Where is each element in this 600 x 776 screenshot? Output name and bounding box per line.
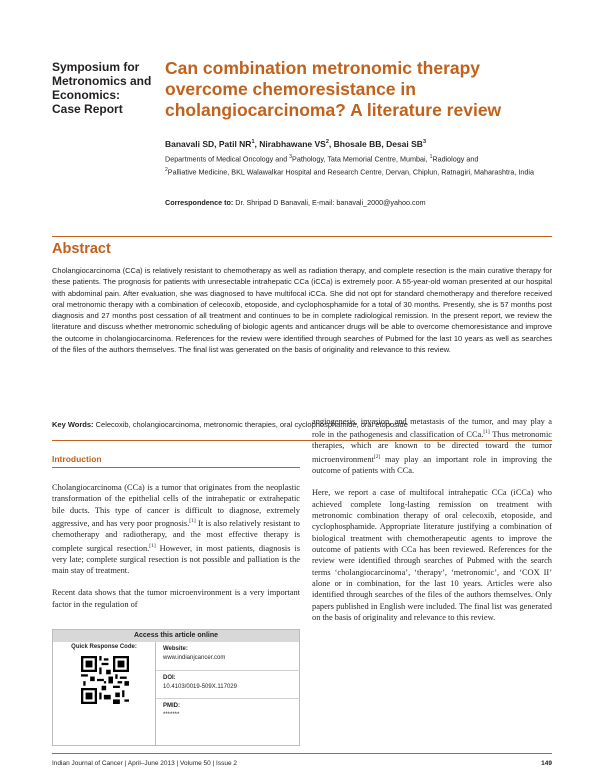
access-box-divider [155, 642, 156, 746]
qr-code-label: Quick Response Code: [71, 644, 137, 650]
qr-code-icon[interactable] [81, 656, 129, 704]
section-label-line: Economics: [52, 88, 121, 102]
paragraph-text: Cholangiocarcinoma (CCa) is a tumor that originates from the neoplastic transformation of the epithelial cells of the intrahepatic or extrahepatic bile ducts. This type of cancer is difficult to diagnose, extremely aggressive, and has very poor prognosis. [52, 483, 300, 528]
paragraph: Here, we report a case of multifocal intrahepatic CCa (iCCa) who achieved complete long-lasting remission on treatment with metronomic combination therapy of oral celecoxib, etoposide, and cyclophosphamide. Appropriate literature justifying a combination of biological treatment with chemotherapeutic agents to improve the outcome of patients with CCa has been reviewed. References for the review were identified through searches of Pubmed with the search terms ‘cholangiocarcinoma’, ‘therapy’, ‘metronomic’, and ‘COX II’ alone or in combination, for the last 10 years. Articles were also identified through searches of the files of the authors themselves. Only papers published in English were included. The final list was generated on the basis of originality and relevance to this review. [312, 488, 552, 623]
affiliation-text: Palliative Medicine, BKL Walawalkar Hospital and Research Centre, Dervan, Chiplun, Ratnagiri, Maharashtra, India [167, 167, 534, 177]
website-link[interactable]: www.indianjcancer.com [163, 655, 226, 661]
affiliation-text: Departments of Medical Oncology and [165, 154, 290, 164]
website-info [163, 645, 295, 663]
correspondence-text: Dr. Shripad D Banavali, E-mail: banavali_2000@yahoo.com [233, 198, 426, 207]
pmid-value: ******* [163, 712, 180, 718]
author-text: , Nirabhawane VS [254, 138, 326, 149]
affiliation-text: Pathology, Tata Memorial Centre, Mumbai, [292, 154, 430, 164]
abstract-text: Cholangiocarcinoma (CCa) is relatively resistant to chemotherapy as well as radiation therapy, and complete resection is the main curative therapy for these patients. The prognosis for patients with unresectable intrahepatic CCa (iCCa) is extremely poor. A 55-year-old woman presented at our hospital with abdominal pain. After evaluation, she was diagnosed to have multifocal iCCa. She did not opt for standard chemotherapy and therefore received oral metronomic therapy with a combination of celecoxib, etoposide, and cyclophosphamide for a total of 30 months. Presently, she is 57 months post diagnosis and 27 months post cessation of all treatment and continues to be in complete radiological remission. In the present report, we review the literature and discuss whether metronomic scheduling of biologic agents and anticancer drugs will be able to overcome chemoresistance and improve the outcome in cholangiocarcinoma. References for the review were identified through searches of Pubmed for the last 10 years as well as searches of the files of the authors themselves. The final list was generated on the basis of originality and relevance to this review. [52, 266, 552, 355]
page-number: 149 [541, 760, 552, 767]
doi-label: DOI: [163, 675, 176, 681]
author-sup: 2 [325, 139, 329, 145]
section-label-line: Symposium for [52, 60, 140, 74]
body-column-right [312, 416, 552, 634]
abstract-heading: Abstract [52, 241, 111, 257]
info-divider [156, 670, 300, 671]
journal-footer: Indian Journal of Cancer | April–June 2013 | Volume 50 | Issue 2 [52, 760, 238, 767]
correspondence-label: Correspondence to: [165, 198, 234, 207]
website-label: Website: [163, 646, 188, 652]
author-text: Banavali SD, Patil NR [165, 138, 252, 149]
author-text: , Bhosale BB, Desai SB [328, 138, 423, 149]
author-sup: 1 [251, 139, 255, 145]
access-article-box [52, 629, 300, 746]
footer-rule [52, 753, 552, 754]
author-list [165, 137, 555, 150]
paragraph-text: It is also relatively resistant to chemotherapy and radiotherapy, and the most effective therapy is complete surgical resection. [52, 518, 300, 553]
access-box-title: Access this article online [53, 630, 299, 642]
citation: [2] [373, 453, 381, 460]
article-title: Can combination metronomic therapy overcome chemoresistance in cholangiocarcinoma? A literature review [165, 58, 502, 120]
affiliation-sup: 2 [165, 166, 168, 173]
paragraph [312, 416, 552, 476]
introduction-rule [52, 467, 300, 468]
introduction-heading: Introduction [52, 454, 102, 464]
paragraph-text: Thus metronomic therapies, which are known to be directed toward the tumor microenvironment [312, 430, 552, 464]
citation: [1] [483, 429, 490, 436]
section-label-line: Case Report [52, 102, 123, 116]
author-sup: 3 [422, 139, 426, 145]
paragraph: Recent data shows that the tumor microenvironment is a very important factor in the regulation of [52, 588, 300, 609]
section-label-line: Metronomics and [52, 74, 152, 88]
paragraph-text: angiogenesis, invasion, and metastasis of the tumor, and may play a role in the pathogenesis and classification of CCa. [312, 417, 552, 440]
body-column-left [52, 482, 300, 621]
citation: [1] [149, 542, 156, 549]
affiliation-sup: 3 [289, 154, 293, 160]
keywords-label: Key Words: [52, 420, 94, 429]
doi-info [163, 674, 295, 692]
citation: [1] [189, 518, 196, 525]
paragraph-text: However, in most patients, diagnosis is very late; complete surgical resection is not possible and palliation is the main stay of treatment. [52, 543, 300, 575]
keywords-text: Celecoxib, cholangiocarcinoma, metronomic therapies, oral cyclophosphamide, oral etoposide [93, 420, 408, 429]
info-divider [156, 698, 300, 699]
section-label [52, 60, 157, 116]
affiliation-text: Radiology and [432, 154, 479, 164]
affiliations [165, 152, 545, 178]
paragraph-text: may play an important role in improving the outcome of patients with CCa. [312, 454, 552, 475]
pmid-label: PMID: [163, 703, 180, 709]
pmid-info [163, 702, 295, 720]
paragraph [52, 482, 300, 576]
doi-link[interactable]: 10.4103/0019-509X.117029 [163, 684, 237, 690]
correspondence [165, 198, 555, 208]
affiliation-sup: 1 [429, 154, 433, 160]
abstract-top-rule [52, 236, 552, 237]
